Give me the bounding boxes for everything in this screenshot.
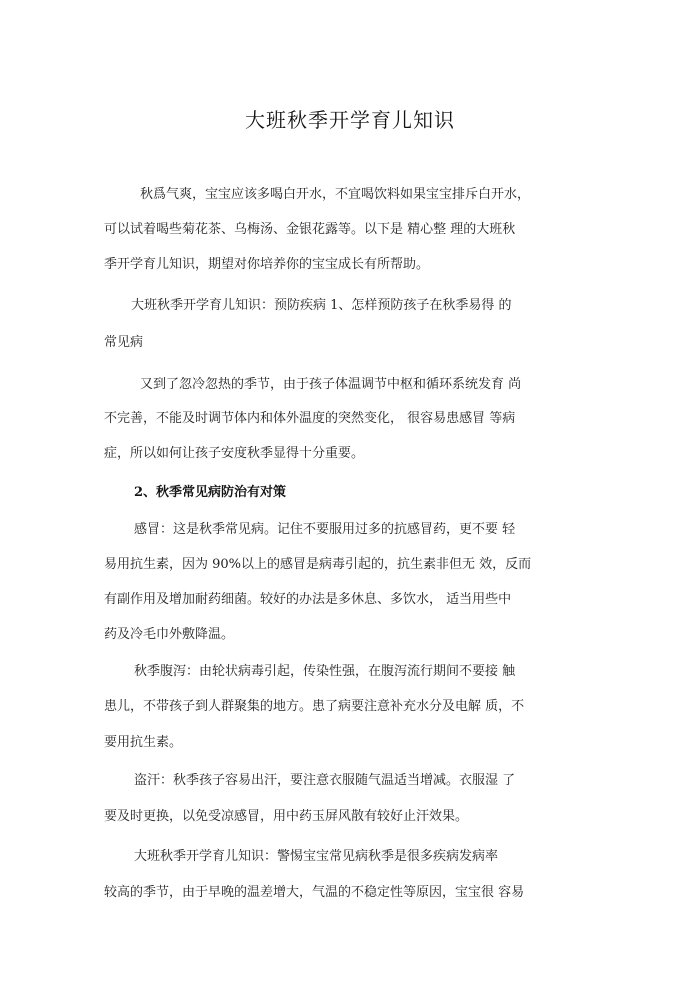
paragraph-line: 常见病 bbox=[104, 335, 144, 350]
paragraph-line: 药及冷毛巾外敷降温。 bbox=[104, 627, 235, 642]
paragraph-line: 大班秋季开学育儿知识：预防疾病 1、怎样预防孩子在秋季易得 的 bbox=[131, 298, 512, 313]
paragraph-line: 又到了忽冷忽热的季节，由于孩子体温调节中枢和循环系统发育 尚 bbox=[140, 377, 522, 392]
paragraph-line: 季开学育儿知识，期望对你培养你的宝宝成长有所帮助。 bbox=[104, 257, 430, 272]
page-title: 大班秋季开学育儿知识 bbox=[245, 108, 455, 132]
paragraph-line: 大班秋季开学育儿知识：警惕宝宝常见病秋季是很多疾病发病率 bbox=[134, 849, 499, 864]
paragraph-line: 秋爲气爽，宝宝应该多喝白开水，不宜喝饮料如果宝宝排斥白开水， bbox=[140, 187, 531, 202]
paragraph-line: 感冒：这是秋季常见病。记住不要服用过多的抗感冒药，更不要 轻 bbox=[134, 522, 516, 537]
paragraph-line: 要及时更换，以免受凉感冒，用中药玉屏风散有较好止汗效果。 bbox=[104, 809, 469, 824]
paragraph-line: 易用抗生素，因为 90%以上的感冒是病毒引起的，抗生素非但无 效，反而 bbox=[104, 557, 532, 572]
paragraph-line: 秋季腹泻：由轮状病毒引起，传染性强，在腹泻流行期间不要接 触 bbox=[134, 664, 516, 679]
paragraph-line: 可以试着喝些菊花茶、乌梅汤、金银花露等。以下是 精心整 理的大班秋 bbox=[104, 222, 516, 237]
paragraph-line: 不完善，不能及时调节体内和体外温度的突然变化， 很容易患感冒 等病 bbox=[104, 411, 516, 426]
paragraph-line: 较高的季节，由于早晚的温差增大，气温的不稳定性等原因，宝宝很 容易 bbox=[104, 885, 525, 900]
paragraph-line: 有副作用及增加耐药细菌。较好的办法是多休息、多饮水， 适当用些中 bbox=[104, 592, 512, 607]
paragraph-line: 要用抗生素。 bbox=[104, 735, 183, 750]
paragraph-line: 盗汗：秋季孩子容易出汗，要注意衣服随气温适当增减。衣服湿 了 bbox=[134, 773, 516, 788]
paragraph-line: 症，所以如何让孩子安度秋季显得十分重要。 bbox=[104, 446, 365, 461]
section-heading: 2、秋季常见病防治有对策 bbox=[134, 485, 287, 500]
paragraph-line: 患儿，不带孩子到人群聚集的地方。患了病要注意补充水分及电解 质，不 bbox=[104, 699, 525, 714]
